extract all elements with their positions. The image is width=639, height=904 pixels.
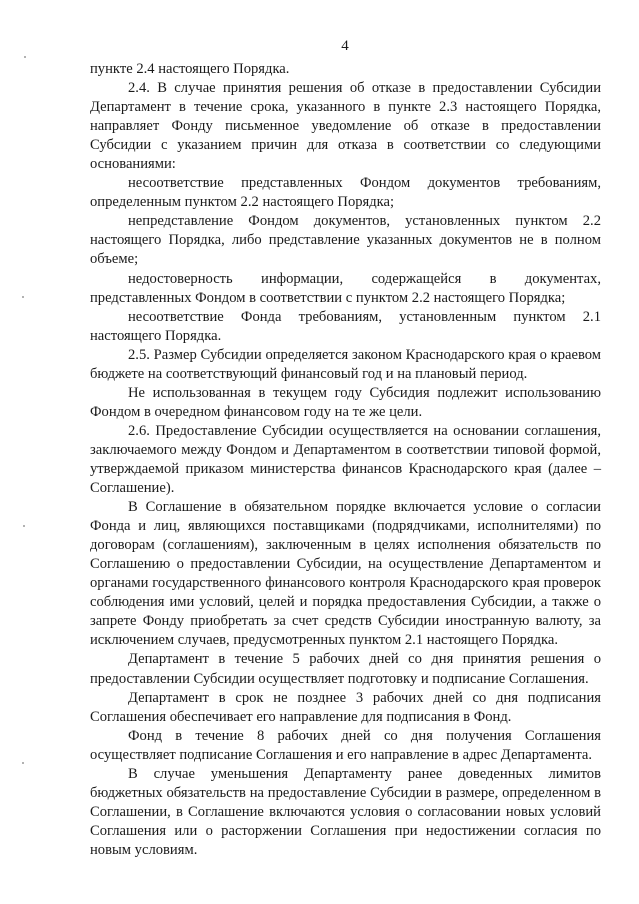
paragraph-department-sending: Департамент в срок не позднее 3 рабочих дней со дня подписания Соглашения обеспечивает его направление для подписания в Фонд. [90, 689, 601, 725]
list-item-ground-3: недостоверность информации, содержащейся в документах, представленных Фондом в соответствии с пунктом 2.2 настоящего Порядка; [90, 270, 601, 306]
list-item-ground-1: несоответствие представленных Фондом документов требованиям, определенным пунктом 2.2 настоящего Порядка; [90, 175, 601, 211]
paragraph-unused-subsidy: Не использованная в текущем году Субсидия подлежит использованию Фондом в очередном финансовом году на те же цели. [90, 384, 601, 420]
paragraph-agreement-conditions: В Соглашение в обязательном порядке включается условие о согласии Фонда и лиц, являющихся поставщиками (подрядчиками, исполнителями) по договорам (соглашениям), заключенным в целях исполнения обязательств по Соглашению о предоставлении Субсидии, на осуществление Департаментом и органами государственного финансового контроля Краснодарского края проверок соблюдения ими условий, целей и порядка предоставления Субсидии, а также о запрете Фонду приобретать за счет средств Субсидии иностранную валюту, за исключением случаев, предусмотренных пунктом 2.1 настоящего Порядка. [90, 499, 601, 649]
paragraph-2-6: 2.6. Предоставление Субсидии осуществляется на основании соглашения, заключаемого между Фондом и Департаментом в соответствии типовой формой, утверждаемой приказом министерства финансов Краснодарского края (далее – Соглашение). [90, 422, 601, 497]
document-body [90, 60, 601, 860]
paragraph-continuation: пункте 2.4 настоящего Порядка. [90, 61, 290, 77]
scan-margin-mark [22, 296, 24, 298]
paragraph-limit-reduction: В случае уменьшения Департаменту ранее доведенных лимитов бюджетных обязательств на предоставление Субсидии в размере, определенном в Соглашении, в Соглашение включаются условия о согласовании новых условий Соглашения или о расторжении Соглашения при недостижении согласия по новым условиям. [90, 765, 601, 858]
scan-margin-mark [24, 56, 26, 58]
paragraph-2-4: 2.4. В случае принятия решения об отказе в предоставлении Субсидии Департамент в течение срока, указанного в пункте 2.3 настоящего Порядка, направляет Фонду письменное уведомление об отказе в предоставлении Субсидии с указанием причин для отказа в соответствии со следующими основаниями: [90, 80, 601, 173]
list-item-ground-2: непредставление Фондом документов, установленных пунктом 2.2 настоящего Порядка, либо представление указанных документов не в полном объеме; [90, 213, 601, 268]
page-number: 4 [341, 38, 349, 54]
paragraph-2-5: 2.5. Размер Субсидии определяется законом Краснодарского края о краевом бюджете на соответствующий финансовый год и на плановый период. [90, 346, 601, 382]
list-item-ground-4: несоответствие Фонда требованиям, установленным пунктом 2.1 настоящего Порядка. [90, 308, 601, 344]
paragraph-fund-signing: Фонд в течение 8 рабочих дней со дня получения Соглашения осуществляет подписание Соглашения и его направление в адрес Департамента. [90, 727, 601, 763]
paragraph-department-signing: Департамент в течение 5 рабочих дней со дня принятия решения о предоставлении Субсидии осуществляет подготовку и подписание Соглашения. [90, 651, 601, 687]
scan-margin-mark [22, 762, 24, 764]
scan-margin-mark [23, 525, 25, 527]
